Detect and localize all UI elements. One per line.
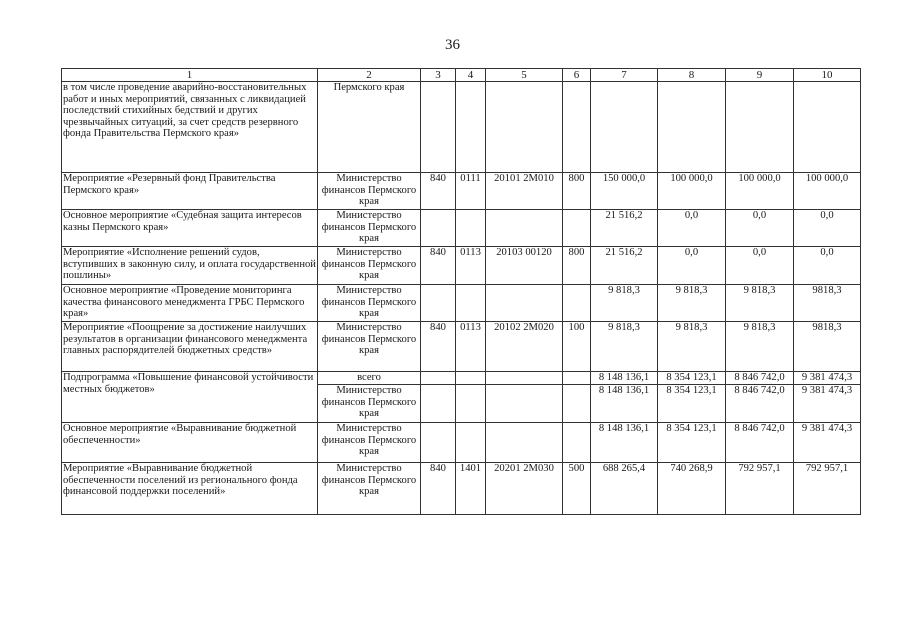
amount-cell: 9 818,3 — [591, 285, 658, 322]
amount-cell: 8 846 742,0 — [726, 372, 794, 385]
amount-cell: 9 381 474,3 — [794, 372, 861, 385]
code-cell — [456, 210, 486, 247]
executor: Министерство финансов Пермского края — [318, 385, 421, 423]
code-cell: 500 — [563, 463, 591, 515]
code-cell: 840 — [421, 322, 456, 372]
table-row — [62, 285, 861, 322]
code-cell — [456, 285, 486, 322]
budget-table — [61, 68, 861, 515]
executor: всего — [318, 372, 421, 385]
amount-cell: 9 381 474,3 — [794, 423, 861, 463]
column-header: 1 — [62, 69, 318, 82]
amount-cell: 0,0 — [794, 210, 861, 247]
code-cell — [421, 82, 456, 173]
amount-cell — [658, 82, 726, 173]
amount-cell: 0,0 — [794, 247, 861, 285]
code-cell: 20101 2М010 — [486, 173, 563, 210]
amount-cell: 688 265,4 — [591, 463, 658, 515]
table-row — [62, 173, 861, 210]
code-cell — [456, 372, 486, 385]
column-header: 5 — [486, 69, 563, 82]
executor: Министерство финансов Пермского края — [318, 247, 421, 285]
amount-cell: 21 516,2 — [591, 210, 658, 247]
code-cell: 20102 2М020 — [486, 322, 563, 372]
code-cell — [486, 372, 563, 385]
code-cell — [563, 210, 591, 247]
amount-cell: 9818,3 — [794, 285, 861, 322]
code-cell — [486, 82, 563, 173]
amount-cell — [794, 82, 861, 173]
amount-cell: 9 818,3 — [591, 322, 658, 372]
table-row — [62, 372, 861, 385]
amount-cell: 100 000,0 — [794, 173, 861, 210]
code-cell — [563, 82, 591, 173]
amount-cell: 8 846 742,0 — [726, 423, 794, 463]
executor: Министерство финансов Пермского края — [318, 463, 421, 515]
executor: Министерство финансов Пермского края — [318, 423, 421, 463]
code-cell — [456, 385, 486, 423]
code-cell: 0113 — [456, 322, 486, 372]
table-row — [62, 82, 861, 173]
table-row — [62, 322, 861, 372]
executor: Министерство финансов Пермского края — [318, 173, 421, 210]
code-cell: 800 — [563, 173, 591, 210]
amount-cell: 8 354 123,1 — [658, 385, 726, 423]
measure-name: Мероприятие «Выравнивание бюджетной обеспеченности поселений из регионального фонда финансовой поддержки поселений» — [62, 463, 318, 515]
amount-cell: 740 268,9 — [658, 463, 726, 515]
code-cell: 840 — [421, 247, 456, 285]
amount-cell — [591, 82, 658, 173]
amount-cell — [726, 82, 794, 173]
measure-name: Мероприятие «Исполнение решений судов, вступивших в законную силу, и оплата государственной пошлины» — [62, 247, 318, 285]
code-cell — [421, 372, 456, 385]
column-header: 10 — [794, 69, 861, 82]
table-row — [62, 247, 861, 285]
measure-name: Основное мероприятие «Выравнивание бюджетной обеспеченности» — [62, 423, 318, 463]
code-cell: 840 — [421, 463, 456, 515]
column-header: 2 — [318, 69, 421, 82]
code-cell: 0111 — [456, 173, 486, 210]
code-cell — [486, 285, 563, 322]
amount-cell: 9818,3 — [794, 322, 861, 372]
amount-cell: 8 354 123,1 — [658, 372, 726, 385]
code-cell: 1401 — [456, 463, 486, 515]
column-header: 3 — [421, 69, 456, 82]
code-cell — [421, 423, 456, 463]
amount-cell: 8 148 136,1 — [591, 423, 658, 463]
amount-cell: 9 818,3 — [658, 322, 726, 372]
code-cell — [421, 285, 456, 322]
amount-cell: 8 148 136,1 — [591, 372, 658, 385]
amount-cell: 8 846 742,0 — [726, 385, 794, 423]
code-cell: 20103 00120 — [486, 247, 563, 285]
amount-cell: 8 148 136,1 — [591, 385, 658, 423]
amount-cell: 9 381 474,3 — [794, 385, 861, 423]
amount-cell: 150 000,0 — [591, 173, 658, 210]
code-cell: 100 — [563, 322, 591, 372]
code-cell — [421, 385, 456, 423]
table-row — [62, 423, 861, 463]
code-cell: 0113 — [456, 247, 486, 285]
amount-cell: 9 818,3 — [726, 322, 794, 372]
page-number: 36 — [445, 37, 460, 53]
table-row — [62, 210, 861, 247]
code-cell — [421, 210, 456, 247]
executor: Пермского края — [318, 82, 421, 173]
amount-cell: 0,0 — [726, 247, 794, 285]
amount-cell: 0,0 — [658, 210, 726, 247]
column-header: 8 — [658, 69, 726, 82]
amount-cell: 0,0 — [658, 247, 726, 285]
measure-name: Мероприятие «Резервный фонд Правительства Пермского края» — [62, 173, 318, 210]
code-cell — [486, 385, 563, 423]
code-cell — [486, 423, 563, 463]
code-cell — [563, 285, 591, 322]
code-cell — [563, 423, 591, 463]
amount-cell: 100 000,0 — [726, 173, 794, 210]
amount-cell: 0,0 — [726, 210, 794, 247]
code-cell — [563, 372, 591, 385]
measure-name: в том числе проведение аварийно-восстановительных работ и иных мероприятий, связанных с ликвидацией последствий стихийных бедствий и других чрезвычайных ситуаций, за счет средств резервного фонда Правительства Пермского края» — [62, 82, 318, 173]
executor: Министерство финансов Пермского края — [318, 322, 421, 372]
code-cell — [456, 423, 486, 463]
table-row — [62, 463, 861, 515]
code-cell — [486, 210, 563, 247]
amount-cell: 792 957,1 — [794, 463, 861, 515]
measure-name: Основное мероприятие «Проведение мониторинга качества финансового менеджмента ГРБС Пермского края» — [62, 285, 318, 322]
code-cell — [456, 82, 486, 173]
amount-cell: 9 818,3 — [658, 285, 726, 322]
amount-cell: 9 818,3 — [726, 285, 794, 322]
measure-name: Подпрограмма «Повышение финансовой устойчивости местных бюджетов» — [62, 372, 318, 423]
measure-name: Основное мероприятие «Судебная защита интересов казны Пермского края» — [62, 210, 318, 247]
table-header-row — [62, 69, 861, 82]
column-header: 7 — [591, 69, 658, 82]
code-cell: 800 — [563, 247, 591, 285]
amount-cell: 21 516,2 — [591, 247, 658, 285]
amount-cell: 100 000,0 — [658, 173, 726, 210]
executor: Министерство финансов Пермского края — [318, 285, 421, 322]
amount-cell: 8 354 123,1 — [658, 423, 726, 463]
code-cell: 20201 2М030 — [486, 463, 563, 515]
amount-cell: 792 957,1 — [726, 463, 794, 515]
column-header: 4 — [456, 69, 486, 82]
column-header: 6 — [563, 69, 591, 82]
code-cell: 840 — [421, 173, 456, 210]
column-header: 9 — [726, 69, 794, 82]
executor: Министерство финансов Пермского края — [318, 210, 421, 247]
measure-name: Мероприятие «Поощрение за достижение наилучших результатов в организации финансового менеджмента главных распорядителей бюджетных средств» — [62, 322, 318, 372]
code-cell — [563, 385, 591, 423]
